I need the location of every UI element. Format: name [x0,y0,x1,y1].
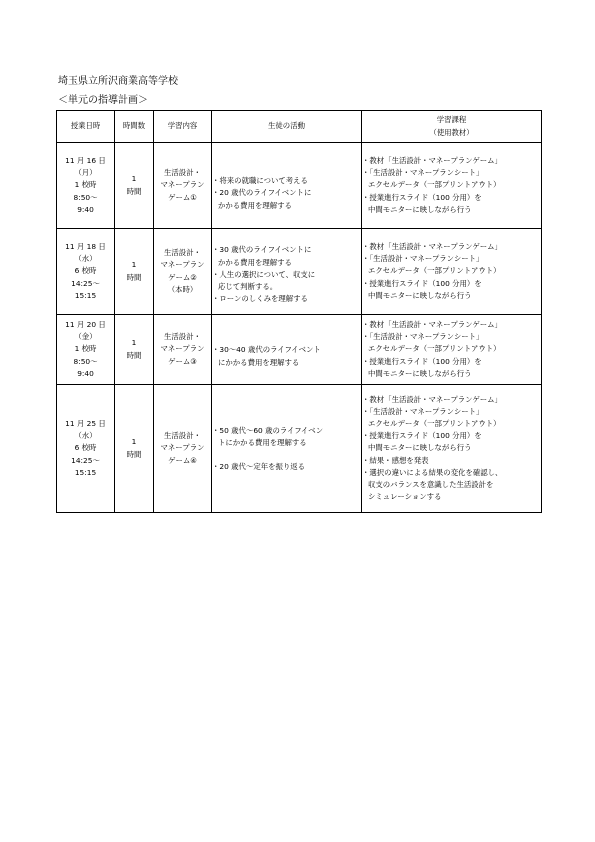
materials-line: エクセルデータ（一部プリントアウト） [368,180,501,190]
materials-line: ・教材「生活設計・マネープランゲーム」 [362,319,502,329]
materials-line: ・教材「生活設計・マネープランゲーム」 [362,155,502,165]
date-line: 9:40 [77,368,94,378]
date-cell [57,229,115,315]
hours-cell [115,385,154,513]
date-cell [57,385,115,513]
hours-line: 時間 [126,272,142,282]
date-line: 15:15 [74,290,97,300]
hours-line: 時間 [126,449,142,459]
date-line: （金） [74,332,97,342]
activity-cell [212,315,362,385]
materials-line: ・「生活設計・マネープランシート」 [362,254,484,264]
materials-cell [362,315,542,385]
activity-line: かかる費用を理解する [218,200,292,210]
header-date: 授業日時 [57,111,115,143]
hours-cell [115,229,154,315]
materials-line: ・「生活設計・マネープランシート」 [362,332,484,342]
materials-cell [362,229,542,315]
content-line: マネープラン [160,344,205,354]
date-line: （水） [74,254,97,264]
date-line: 6 校時 [74,266,97,276]
content-line: 生活設計・ [164,431,201,441]
activity-line: ・20 歳代のライフイベントに [212,188,312,198]
table-header-row [57,111,542,143]
content-line: マネープラン [160,260,205,270]
materials-line: 中間モニターに映しながら行う [368,204,472,214]
date-line: （水） [74,431,97,441]
date-line: 6 校時 [74,443,97,453]
activity-line: ・30～40 歳代のライフイベント [212,345,321,355]
activity-line: 応じて判断する。 [218,282,278,292]
activity-cell [212,143,362,229]
content-cell [154,229,212,315]
date-line: 11 月 25 日 [65,418,106,428]
content-line: ゲーム④ [168,455,197,465]
activity-cell [212,229,362,315]
date-line: 8:50～ [73,192,98,202]
date-line: 11 月 18 日 [65,241,106,251]
materials-line: ・選択の違いによる結果の変化を確認し、 [362,467,503,477]
activity-line: ・人生の選択について、収支に [212,269,316,279]
materials-line: エクセルデータ（一部プリントアウト） [368,418,501,428]
activity-line: ・ローンのしくみを理解する [212,294,308,304]
hours-line: 1 [131,174,137,184]
activity-line: ・20 歳代～定年を振り返る [212,462,306,472]
materials-line: ・「生活設計・マネープランシート」 [362,406,484,416]
hours-cell [115,315,154,385]
materials-line: ・結果・感想を発表 [362,455,429,465]
lesson-plan-table [56,110,542,513]
activity-cell [212,385,362,513]
activity-line: トにかかる費用を理解する [218,437,307,447]
content-line: ゲーム③ [168,356,197,366]
date-line: 11 月 20 日 [65,319,106,329]
date-cell [57,315,115,385]
school-name: 埼玉県立所沢商業高等学校 [58,76,178,87]
materials-line: 中間モニターに映しながら行う [368,368,472,378]
activity-line: にかかる費用を理解する [218,357,300,367]
date-line: 14:25～ [71,278,100,288]
materials-line: ・授業進行スライド（100 分用）を [362,192,482,202]
hours-cell [115,143,154,229]
header-content: 学習内容 [154,111,212,143]
date-line: 15:15 [74,467,97,477]
table-row [57,143,542,229]
materials-line: ・教材「生活設計・マネープランゲーム」 [362,394,502,404]
date-line: 11 月 16 日 [65,155,106,165]
content-line: 生活設計・ [164,248,201,258]
activity-line: ・50 歳代～60 歳のライフイベン [212,425,324,435]
hours-line: 1 [131,260,137,270]
table-row [57,229,542,315]
content-line: （本時） [167,284,198,294]
header-hours: 時間数 [115,111,154,143]
table-row [57,385,542,513]
materials-line: ・教材「生活設計・マネープランゲーム」 [362,241,502,251]
hours-line: 1 [131,437,137,447]
section-heading: ＜単元の指導計画＞ [58,95,148,106]
content-line: マネープラン [160,180,205,190]
date-line: 8:50～ [73,356,98,366]
content-line: 生活設計・ [164,332,201,342]
materials-line: エクセルデータ（一部プリントアウト） [368,266,501,276]
hours-line: 1 [131,338,137,348]
content-line: ゲーム① [168,192,197,202]
materials-line: ・授業進行スライド（100 分用）を [362,356,482,366]
header-materials-line: 学習課程 [436,115,467,125]
materials-line: ・「生活設計・マネープランシート」 [362,168,484,178]
activity-line: かかる費用を理解する [218,257,292,267]
materials-cell [362,385,542,513]
materials-line: ・授業進行スライド（100 分用）を [362,431,482,441]
content-line: ゲーム② [168,272,197,282]
materials-line: エクセルデータ（一部プリントアウト） [368,344,501,354]
header-materials-line: （使用教材） [429,127,474,137]
date-line: 9:40 [77,204,94,214]
materials-line: シミュレーションする [368,492,442,502]
content-line: マネープラン [160,443,205,453]
content-line: 生活設計・ [164,168,201,178]
hours-line: 時間 [126,350,142,360]
activity-line: ・30 歳代のライフイベントに [212,245,312,255]
activity-spacer [212,449,361,461]
materials-cell [362,143,542,229]
hours-line: 時間 [126,186,142,196]
content-cell [154,315,212,385]
header-materials [362,111,542,143]
materials-line: 中間モニターに映しながら行う [368,443,472,453]
table-row [57,315,542,385]
header-activity: 生徒の活動 [212,111,362,143]
date-cell [57,143,115,229]
materials-line: 収支のバランスを意識した生活設計を [368,480,494,489]
materials-line: 中間モニターに映しながら行う [368,290,472,300]
date-line: 14:25～ [71,455,100,465]
date-line: 1 校時 [74,344,97,354]
date-line: 1 校時 [74,180,97,190]
date-line: （月） [74,168,97,178]
content-cell [154,143,212,229]
materials-line: ・授業進行スライド（100 分用）を [362,278,482,288]
content-cell [154,385,212,513]
activity-line: ・将来の就職について考える [212,176,308,186]
